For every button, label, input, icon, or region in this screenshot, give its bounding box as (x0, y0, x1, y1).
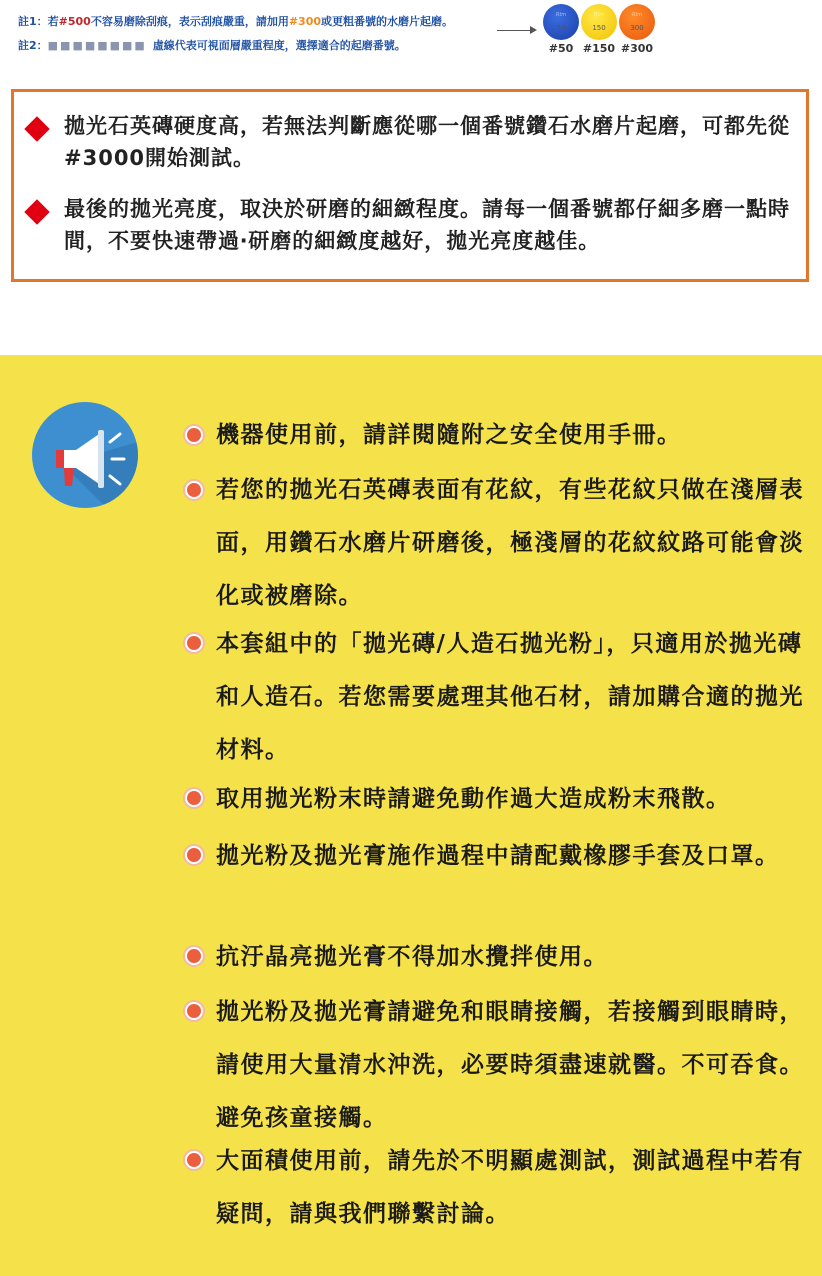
warning-item: 抗汙晶亮拋光膏不得加水攪拌使用。 (216, 944, 608, 970)
pad-label-50: #50 (548, 42, 574, 55)
arrow-line (497, 30, 533, 31)
bullet-icon (183, 424, 205, 446)
bullet-icon (183, 1000, 205, 1022)
note-2-prefix: 註2： (18, 39, 48, 52)
tips-box (11, 89, 809, 282)
red-diamond-icon (24, 199, 49, 224)
bullet-icon (183, 844, 205, 866)
warning-item: 機器使用前，請詳閱隨附之安全使用手冊。 (216, 422, 682, 448)
pad-150-number: 150 (592, 24, 606, 32)
red-diamond-icon (24, 116, 49, 141)
polishing-pad-50: Rtm 50 (543, 4, 579, 40)
warning-item: 大面積使用前，請先於不明顯處測試，測試過程中若有疑問，請與我們聯繫討論。 (216, 1148, 804, 1227)
bullet-icon (183, 945, 205, 967)
note-1-mid: 不容易磨除刮痕，表示刮痕嚴重，請加用 (90, 15, 289, 28)
polishing-pad-150: Rtm 150 (581, 4, 617, 40)
pad-300-number: 300 (630, 24, 644, 32)
pad-label-150: #150 (582, 42, 616, 55)
bullet-icon (183, 479, 205, 501)
note-1-prefix: 註1：若 (18, 15, 59, 28)
warning-item: 本套組中的「拋光磚/人造石拋光粉」，只適用於拋光磚和人造石。若您需要處理其他石材，請加購合適的拋光材料。 (216, 631, 804, 763)
arrow-right-icon (530, 26, 537, 34)
warning-item: 拋光粉及拋光膏施作過程中請配戴橡膠手套及口罩。 (216, 843, 780, 869)
tip-item: 拋光石英磚硬度高，若無法判斷應從哪一個番號鑽石水磨片起磨，可都先從#3000開始測試。 (64, 114, 790, 170)
warning-item: 取用拋光粉末時請避免動作過大造成粉末飛散。 (216, 786, 731, 812)
note-2 (18, 37, 406, 53)
bullet-icon (183, 632, 205, 654)
tip-item: 最後的拋光亮度，取決於研磨的細緻程度。請每一個番號都仔細多磨一點時間，不要快速帶過‧研磨的細緻度越好，拋光亮度越佳。 (64, 197, 790, 253)
note-1-grit-a: #500 (58, 15, 91, 28)
note-1 (18, 13, 453, 29)
bullet-icon (183, 787, 205, 809)
warnings-panel (0, 355, 822, 1276)
note-1-suffix: 或更粗番號的水磨片起磨。 (321, 15, 454, 28)
pad-label-300: #300 (620, 42, 654, 55)
dashed-severity-legend: ■■■■■■■■ (47, 39, 147, 52)
warning-item: 拋光粉及拋光膏請避免和眼睛接觸，若接觸到眼睛時，請使用大量清水沖洗，必要時須盡速就醫。不可吞食。避免孩童接觸。 (216, 999, 804, 1131)
pad-50-number: 50 (556, 24, 566, 32)
bullet-icon (183, 1149, 205, 1171)
note-1-grit-b: #300 (288, 15, 322, 28)
polishing-pad-300: Rtm 300 (619, 4, 655, 40)
warning-item: 若您的拋光石英磚表面有花紋，有些花紋只做在淺層表面，用鑽石水磨片研磨後，極淺層的花紋紋路可能會淡化或被磨除。 (216, 477, 804, 609)
note-2-text: 虛線代表可視面層嚴重程度，選擇適合的起磨番號。 (152, 39, 406, 52)
megaphone-icon (32, 402, 138, 508)
